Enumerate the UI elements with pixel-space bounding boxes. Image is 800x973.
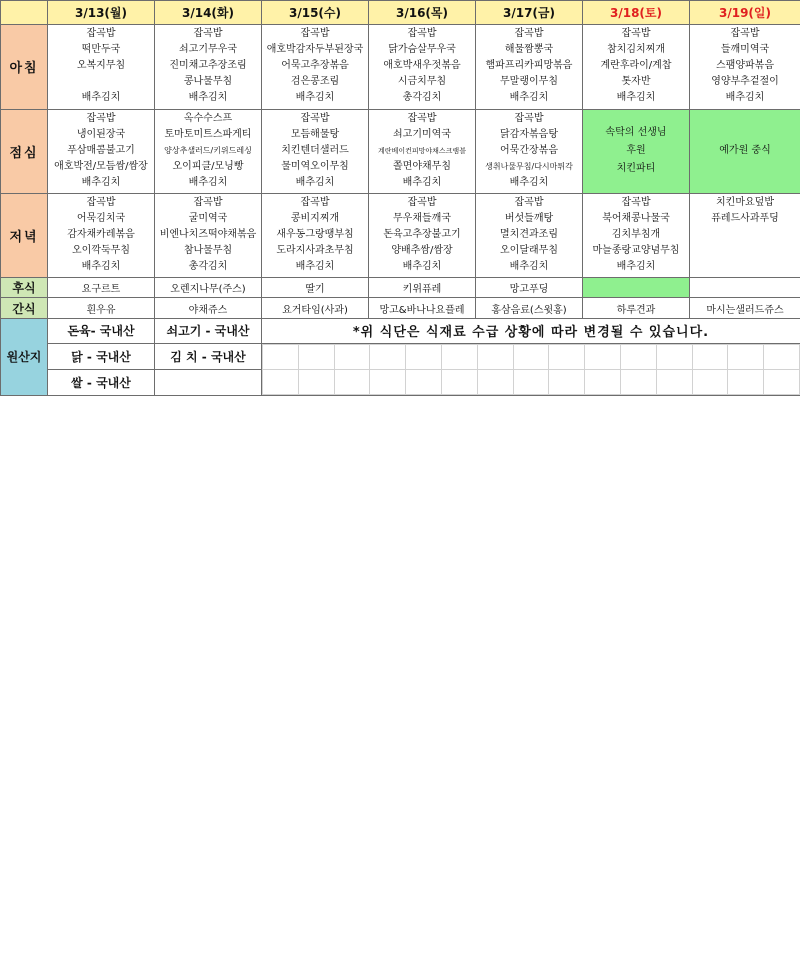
special-event-cell — [583, 109, 690, 193]
meal-cell — [369, 109, 476, 193]
dessert-cell: 요구르트 — [48, 278, 155, 298]
day-header: 3/15(수) — [262, 1, 369, 25]
menu-item — [690, 243, 800, 259]
menu-item: 배추김치 — [295, 92, 335, 104]
menu-item: 물미역오이무침 — [281, 160, 349, 172]
day-header: 3/19(일) — [690, 1, 800, 25]
snack-cell: 요거타임(사과) — [262, 298, 369, 318]
menu-item: 도라지사과초무침 — [276, 245, 354, 257]
dessert-cell: 망고푸딩 — [476, 278, 583, 298]
menu-item: 검은콩조림 — [290, 76, 340, 88]
header-corner — [1, 1, 48, 25]
menu-item: 배추김치 — [81, 261, 121, 273]
meal-cell — [155, 109, 262, 193]
menu-item: 어묵간장볶음 — [500, 144, 558, 156]
menu-item: 김치부침개 — [611, 229, 661, 241]
origin-item: 돈육- 국내산 — [48, 318, 155, 343]
dessert-row — [1, 278, 800, 298]
menu-item: 떡만두국 — [81, 44, 121, 56]
menu-item: 시금치무침 — [397, 76, 447, 88]
menu-item: 톳자반 — [621, 76, 651, 88]
menu-item: 잡곡밥 — [407, 28, 437, 40]
menu-item: 배추김치 — [509, 92, 549, 104]
empty-grid-area — [262, 343, 800, 395]
event-line: 예가원 중식 — [719, 144, 771, 156]
meal-cell — [690, 25, 800, 109]
special-event-cell — [690, 109, 800, 193]
dessert-cell: 키위퓨레 — [369, 278, 476, 298]
origin-label: 원산지 — [1, 318, 48, 395]
breakfast-row — [1, 25, 800, 109]
menu-item: 비엔나치즈떡야채볶음 — [159, 229, 257, 241]
menu-item: 잡곡밥 — [407, 112, 437, 124]
origin-item — [155, 369, 262, 395]
notice-text: *위 식단은 식재료 수급 상황에 따라 변경될 수 있습니다. — [262, 318, 800, 343]
snack-cell: 야채쥬스 — [155, 298, 262, 318]
menu-item: 배추김치 — [188, 176, 228, 188]
menu-item: 잡곡밥 — [300, 28, 330, 40]
origin-item: 닭 - 국내산 — [48, 343, 155, 369]
menu-item: 치킨마요덮밥 — [716, 196, 774, 208]
dessert-cell — [690, 278, 800, 298]
menu-item: 잡곡밥 — [300, 112, 330, 124]
menu-item: 배추김치 — [616, 261, 656, 273]
menu-item: 배추김치 — [81, 176, 121, 188]
snack-cell: 홍삼음료(스윗홍) — [476, 298, 583, 318]
menu-item: 배추김치 — [725, 92, 765, 104]
dessert-cell — [583, 278, 690, 298]
meal-cell — [262, 25, 369, 109]
menu-item: 잡곡밥 — [86, 196, 116, 208]
menu-item: 배추김치 — [509, 176, 549, 188]
menu-item: 오이깍둑무침 — [72, 245, 130, 257]
menu-item: 토마토미트스파게티 — [164, 128, 252, 140]
menu-item: 쫄면야채무침 — [393, 160, 451, 172]
menu-item: 총각김치 — [188, 261, 228, 273]
menu-item: 배추김치 — [188, 92, 228, 104]
menu-item: 쇠고기무우국 — [179, 44, 237, 56]
menu-item: 멸치견과조림 — [500, 229, 558, 241]
faint-grid — [262, 344, 800, 395]
menu-item: 잡곡밥 — [514, 28, 544, 40]
event-line: 치킨파티 — [616, 162, 656, 174]
menu-item: 마늘종랑교양념무침 — [592, 245, 680, 257]
meal-cell — [369, 193, 476, 277]
snack-label: 간식 — [1, 298, 48, 318]
meal-cell — [369, 25, 476, 109]
menu-item: 배추김치 — [81, 92, 121, 104]
origin-row — [1, 318, 800, 343]
dessert-label: 후식 — [1, 278, 48, 298]
menu-item: 애호박전/모듬쌈/쌈장 — [54, 160, 148, 172]
origin-item: 쇠고기 - 국내산 — [155, 318, 262, 343]
menu-item: 배추김치 — [509, 261, 549, 273]
menu-item: 무우채들깨국 — [393, 213, 451, 225]
menu-item: 계란베이컨피망야채스크램블 — [378, 146, 466, 155]
meal-cell — [48, 25, 155, 109]
snack-cell: 마시는샐러드쥬스 — [690, 298, 800, 318]
snack-cell: 흰우유 — [48, 298, 155, 318]
menu-item: 쇠고기미역국 — [393, 128, 451, 140]
menu-item: 오복지무침 — [76, 60, 126, 72]
dinner-row — [1, 193, 800, 277]
menu-item: 총각김치 — [402, 92, 442, 104]
day-header: 3/18(토) — [583, 1, 690, 25]
origin-item: 김 치 - 국내산 — [155, 343, 262, 369]
menu-item: 잡곡밥 — [193, 196, 223, 208]
menu-item: 잡곡밥 — [193, 28, 223, 40]
menu-item: 잡곡밥 — [86, 112, 116, 124]
menu-item: 콩나물무침 — [183, 76, 233, 88]
menu-item: 잡곡밥 — [621, 28, 651, 40]
menu-item: 어묵고추장볶음 — [281, 60, 349, 72]
menu-item: 잡곡밥 — [407, 196, 437, 208]
menu-item: 잡곡밥 — [621, 196, 651, 208]
menu-item: 옥수수스프 — [183, 112, 233, 124]
meal-cell — [48, 193, 155, 277]
meal-cell — [476, 109, 583, 193]
menu-item: 무말랭이무침 — [500, 76, 558, 88]
menu-item: 배추김치 — [616, 92, 656, 104]
menu-item: 버섯들깨탕 — [504, 213, 554, 225]
snack-cell: 망고&바나나요플레 — [369, 298, 476, 318]
menu-item: 잡곡밥 — [86, 28, 116, 40]
menu-item: 닭감자볶음탕 — [500, 128, 558, 140]
menu-item: 퓨레드사과푸딩 — [711, 213, 779, 225]
lunch-label: 점심 — [1, 109, 48, 193]
menu-item: 해물짬뽕국 — [504, 44, 554, 56]
day-header: 3/16(목) — [369, 1, 476, 25]
menu-item: 양상추샐러드/키위드레싱 — [164, 145, 252, 155]
dessert-cell: 딸기 — [262, 278, 369, 298]
menu-item: 진미채고추장조림 — [169, 60, 247, 72]
menu-item: 배추김치 — [402, 261, 442, 273]
menu-item: 닭가슴살무우국 — [388, 44, 456, 56]
meal-cell — [583, 25, 690, 109]
meal-cell — [476, 25, 583, 109]
meal-cell — [155, 25, 262, 109]
origin-item: 쌀 - 국내산 — [48, 369, 155, 395]
meal-cell — [155, 193, 262, 277]
meal-cell — [262, 109, 369, 193]
menu-item: 굴미역국 — [188, 213, 228, 225]
meal-plan-table — [0, 0, 800, 396]
menu-item: 참치김치찌개 — [607, 44, 665, 56]
meal-cell — [262, 193, 369, 277]
menu-item: 참나물무침 — [183, 245, 233, 257]
menu-item: 배추김치 — [295, 176, 335, 188]
event-line: 속탁의 선생님 — [605, 126, 667, 138]
menu-item: 애호박감자두부된장국 — [266, 44, 364, 56]
menu-item — [48, 74, 154, 90]
menu-item — [690, 259, 800, 275]
meal-cell — [583, 193, 690, 277]
menu-item: 잡곡밥 — [514, 196, 544, 208]
menu-item: 영양부추겉절이 — [711, 76, 779, 88]
origin-row — [1, 343, 800, 369]
day-header: 3/14(화) — [155, 1, 262, 25]
snack-cell: 하루견과 — [583, 298, 690, 318]
menu-item: 들깨미역국 — [720, 44, 770, 56]
day-header: 3/17(금) — [476, 1, 583, 25]
meal-cell — [476, 193, 583, 277]
menu-item: 햄파프리카피망볶음 — [485, 60, 573, 72]
event-line: 후원 — [626, 144, 646, 156]
breakfast-label: 아침 — [1, 25, 48, 109]
header-row — [1, 1, 800, 25]
snack-row — [1, 298, 800, 318]
menu-item: 어묵김치국 — [76, 213, 126, 225]
menu-item: 스팸양파볶음 — [716, 60, 774, 72]
menu-item: 오이달래무침 — [500, 245, 558, 257]
menu-item — [690, 227, 800, 243]
meal-cell — [690, 193, 800, 277]
menu-item: 양배추쌈/쌈장 — [391, 245, 453, 257]
menu-item: 잡곡밥 — [730, 28, 760, 40]
menu-item: 생취나물무침/다시마튀각 — [485, 161, 573, 171]
menu-item: 오이피클/모닝빵 — [172, 160, 244, 172]
lunch-row — [1, 109, 800, 193]
day-header: 3/13(월) — [48, 1, 155, 25]
dessert-cell: 오렌지나무(주스) — [155, 278, 262, 298]
menu-item: 계란후라이/계찹 — [600, 60, 672, 72]
menu-item: 새우동그랑땡부침 — [276, 229, 354, 241]
menu-item: 배추김치 — [402, 176, 442, 188]
menu-item: 잡곡밥 — [300, 196, 330, 208]
menu-item: 애호박새우젓볶음 — [383, 60, 461, 72]
menu-item: 냉이된장국 — [76, 128, 126, 140]
meal-cell — [48, 109, 155, 193]
menu-item: 돈육고추장불고기 — [383, 229, 461, 241]
menu-item: 배추김치 — [295, 261, 335, 273]
menu-item: 북어채콩나물국 — [602, 213, 670, 225]
menu-item: 모듬해물탕 — [290, 128, 340, 140]
menu-item: 잡곡밥 — [514, 112, 544, 124]
menu-item: 치킨텐더샐러드 — [281, 144, 349, 156]
menu-item: 푸삼매콤불고기 — [67, 144, 135, 156]
menu-item: 콩비지찌개 — [290, 213, 340, 225]
dinner-label: 저녁 — [1, 193, 48, 277]
menu-item: 감자채카레볶음 — [67, 229, 135, 241]
